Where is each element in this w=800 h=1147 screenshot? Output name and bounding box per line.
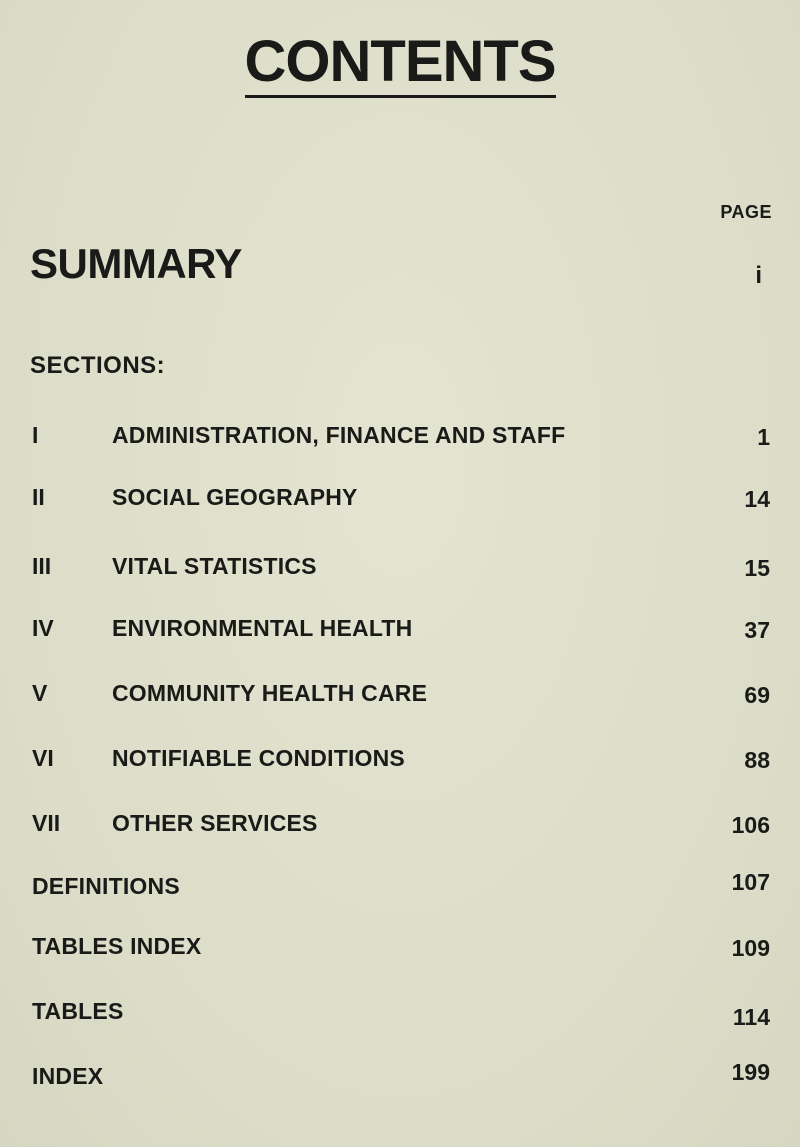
toc-entry-section-1: [0, 422, 800, 456]
summary-heading: SUMMARY: [30, 240, 242, 287]
section-title: VITAL STATISTICS: [112, 553, 317, 579]
section-title: ADMINISTRATION, FINANCE AND STAFF: [112, 422, 566, 448]
entry-title: DEFINITIONS: [32, 873, 180, 899]
page-column-header: PAGE: [720, 202, 772, 222]
toc-entry-tables-index: [0, 933, 800, 967]
toc-entry-section-3: [0, 553, 800, 587]
page-title-text: CONTENTS: [245, 31, 556, 98]
entry-page-number: 199: [731, 1059, 770, 1085]
section-title: ENVIRONMENTAL HEALTH: [112, 615, 413, 641]
section-number: VI: [32, 745, 54, 771]
toc-entry-section-6: [0, 745, 800, 779]
toc-entry-index: [0, 1059, 800, 1097]
page-title: [0, 28, 800, 98]
section-title: COMMUNITY HEALTH CARE: [112, 680, 428, 706]
section-page-number: 69: [744, 682, 770, 708]
section-page-number: 106: [731, 812, 770, 838]
entry-title: TABLES INDEX: [32, 933, 202, 959]
section-page-number: 1: [757, 424, 770, 450]
section-number: I: [32, 422, 39, 448]
toc-entry-tables: [0, 998, 800, 1032]
entry-page-number: 107: [731, 869, 770, 895]
entry-title: TABLES: [32, 998, 124, 1024]
summary-page-number: i: [755, 262, 762, 289]
toc-entry-definitions: [0, 869, 800, 907]
toc-entry-section-7: [0, 810, 800, 844]
toc-entry-section-4: [0, 615, 800, 649]
section-number: VII: [32, 810, 61, 836]
section-page-number: 14: [744, 486, 770, 512]
sections-heading: SECTIONS:: [30, 352, 166, 379]
section-title: SOCIAL GEOGRAPHY: [112, 484, 358, 510]
section-title: NOTIFIABLE CONDITIONS: [112, 745, 405, 771]
section-number: III: [32, 553, 52, 579]
entry-title: INDEX: [32, 1063, 104, 1089]
section-title: OTHER SERVICES: [112, 810, 318, 836]
section-page-number: 15: [744, 555, 770, 581]
entry-page-number: 109: [731, 935, 770, 961]
toc-entry-section-2: [0, 484, 800, 518]
section-number: IV: [32, 615, 54, 641]
section-number: V: [32, 680, 48, 706]
section-page-number: 88: [744, 747, 770, 773]
section-number: II: [32, 484, 45, 510]
section-page-number: 37: [744, 617, 770, 643]
entry-page-number: 114: [732, 1004, 770, 1030]
toc-entry-section-5: [0, 680, 800, 714]
